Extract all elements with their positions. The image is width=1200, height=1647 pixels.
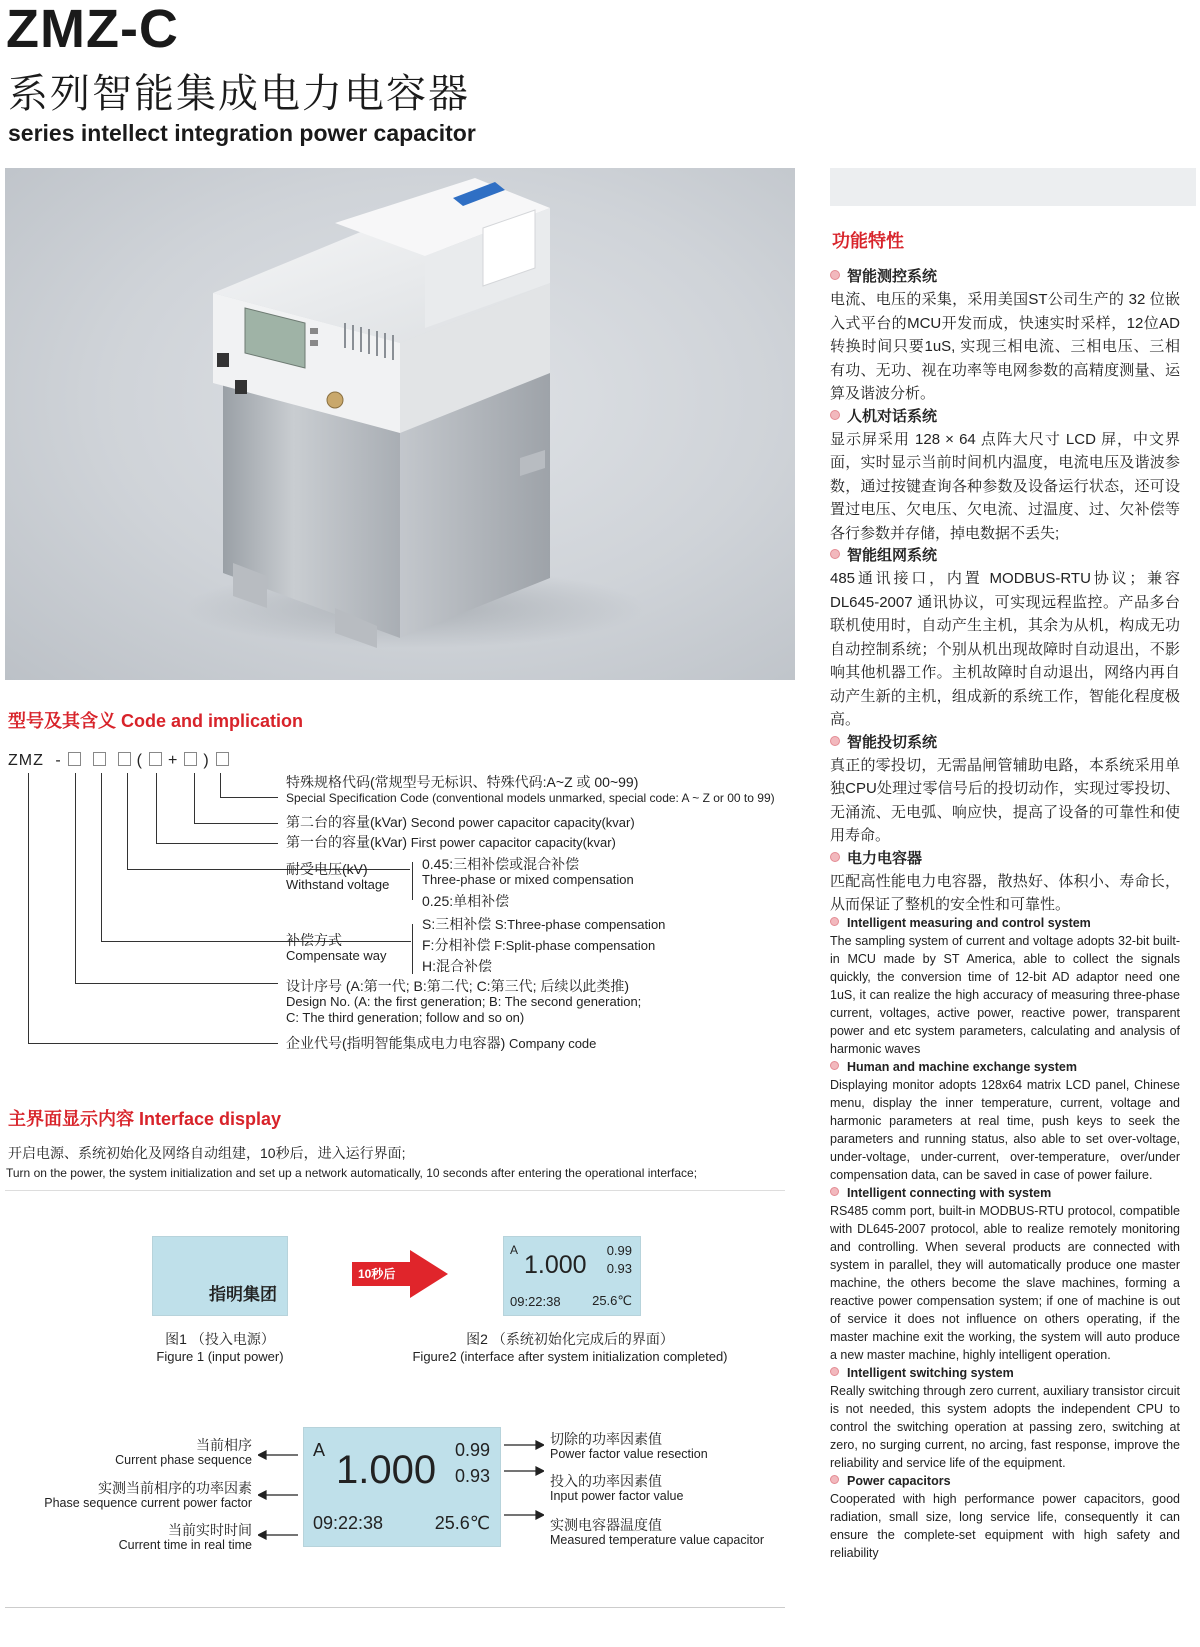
bullet-icon bbox=[830, 852, 840, 862]
interface-desc-en: Turn on the power, the system initialization and set up a network automatically, 10 seconds after entering the operational interface; bbox=[6, 1166, 698, 1180]
right-header-bar bbox=[830, 168, 1196, 206]
lcd-time: 09:22:38 bbox=[313, 1513, 384, 1533]
code-box-comp bbox=[93, 752, 106, 766]
code-item-voltage: 耐受电压(kV) Withstand voltage bbox=[286, 861, 390, 892]
fig2-pf-in: 0.93 bbox=[606, 1261, 632, 1276]
bullet-icon bbox=[830, 410, 840, 420]
feature-cn-switching: 智能投切系统 真正的零投切，无需晶闸管辅助电路，本系统采用单独CPU处理过零信号后的投切动作，实现过零投切、无涌流、无电弧、响应快，提高了设备的可靠性和使用寿命。 bbox=[830, 733, 1180, 844]
code-item-design-no: 设计序号 (A:第一代; B:第二代; C:第三代; 后续以此类推) Design No. (A: the first generation; B: The second generation; C: The third generation; follow and so on) bbox=[286, 978, 642, 1025]
features-cn-list bbox=[830, 266, 1180, 917]
interface-section-heading: 主界面显示内容 Interface display bbox=[8, 1109, 282, 1129]
code-item-special: 特殊规格代码(常规型号无标识、特殊代码:A~Z 或 00~99) Special Specification Code (conventional models unmarked, special code: A ~ Z or 00 to 99) bbox=[286, 774, 775, 805]
fig2-caption: 图2 （系统初始化完成后的界面） Figure2 (interface after system initialization completed) bbox=[412, 1331, 728, 1364]
product-title-cn: 系列智能集成电力电容器 bbox=[8, 71, 470, 117]
capacitor-illustration bbox=[5, 168, 795, 680]
lcd-pf-in: 0.93 bbox=[454, 1466, 490, 1486]
comp-option-h: H:混合补偿 bbox=[422, 958, 492, 974]
code-box-voltage bbox=[118, 752, 131, 766]
code-dash: - bbox=[55, 752, 62, 769]
code-item-first-capacity: 第一台的容量(kVar) First power capacitor capacity(kvar) bbox=[286, 834, 616, 850]
bullet-icon bbox=[830, 1475, 839, 1484]
product-model: ZMZ-C bbox=[6, 0, 179, 59]
code-formula bbox=[8, 752, 235, 770]
feature-en-network: Intelligent connecting with system RS485 comm port, built-in MODBUS-RTU protocol, compatible with DL645-2007 protocol, able to realize remotely monitoring and controlling. When several products are connected with system in parallel, they will automatically produce one master machine, the others become the slave machines, forming a reactive power compensation system; if one of machine is out of service it does not influence on others operating, if the master machine exit the working, the system will auto produce a new master machine, highly intelligent operation. bbox=[830, 1186, 1180, 1362]
code-item-compensate: 补偿方式 Compensate way bbox=[286, 932, 387, 963]
fig2-pf-cut: 0.99 bbox=[606, 1243, 632, 1258]
code-item-company: 企业代号(指明智能集成电力电容器) Company code bbox=[286, 1035, 597, 1051]
right-arrows bbox=[502, 1435, 544, 1535]
bullet-icon bbox=[830, 1367, 839, 1376]
lcd-value: 1.000 bbox=[336, 1448, 437, 1492]
features-en-list bbox=[830, 914, 1180, 1562]
bullet-icon bbox=[830, 917, 839, 926]
feature-en-hmi: Human and machine exchange system Displaying monitor adopts 128x64 matrix LCD panel, Chinese menu, display the inner temperature, current, voltage and harmonic parameters at real time, push keys to seek the parameters and running status, also able to set over-voltage, under-voltage, under-current, over-temperature, over/under compensation data, can be saved in case of power failure. bbox=[830, 1060, 1180, 1182]
code-plus: + bbox=[167, 752, 179, 769]
bottom-divider bbox=[5, 1607, 785, 1608]
label-pf-resection: 切除的功率因素值 Power factor value resection bbox=[550, 1431, 708, 1461]
feature-cn-measuring: 智能测控系统 电流、电压的采集，采用美国ST公司生产的 32 位嵌入式平台的MCU开发而成，快速实时采样，12位AD转换时间只要1uS, 实现三相电流、三相电压、三相有功、无功、视在功率等电网参数的高精度测量、运算及谐波分析。 bbox=[830, 268, 1180, 402]
code-paren-open: ( bbox=[136, 752, 143, 769]
fig2-value: 1.000 bbox=[524, 1251, 587, 1279]
fig1-caption: 图1 （投入电源） Figure 1 (input power) bbox=[156, 1331, 284, 1364]
feature-en-capacitor: Power capacitors Cooperated with high performance power capacitors, good radiation, small size, long service life, consequently it can ensure the complete-set equipment with high safety and reliability bbox=[830, 1474, 1180, 1560]
feature-en-switching: Intelligent switching system Really switching through zero current, auxiliary transistor circuit is not needed, this system adopts the independent CPU to control the switching operation at passing zero, switching at zero, no surging current, no arcing, fast response, improve the reliability and service life of the equipment. bbox=[830, 1366, 1180, 1470]
label-pf-input: 投入的功率因素值 Input power factor value bbox=[550, 1473, 684, 1503]
arrow-label: 10秒后 bbox=[358, 1267, 396, 1281]
main-lcd-screen bbox=[303, 1427, 501, 1547]
code-box-design bbox=[68, 752, 81, 766]
fig2-lcd-screen bbox=[503, 1236, 641, 1316]
label-phase-sequence: 当前相序 Current phase sequence bbox=[115, 1437, 252, 1467]
code-box-special bbox=[216, 752, 229, 766]
fig2-time: 09:22:38 bbox=[510, 1294, 561, 1309]
interface-desc-cn: 开启电源、系统初始化及网络自动组建，10秒后，进入运行界面; bbox=[8, 1145, 406, 1161]
features-heading: 功能特性 bbox=[832, 231, 904, 251]
fig2-phase: A bbox=[510, 1243, 519, 1257]
product-photo bbox=[5, 168, 795, 680]
comp-option-s: S:三相补偿 S:Three-phase compensation bbox=[422, 916, 666, 932]
lcd-phase: A bbox=[313, 1440, 326, 1460]
label-temperature: 实测电容器温度值 Measured temperature value capacitor bbox=[550, 1517, 765, 1547]
bullet-icon bbox=[830, 270, 840, 280]
fig1-screen-text: 指明集团 bbox=[209, 1285, 277, 1304]
bullet-icon bbox=[830, 1061, 839, 1070]
product-title-en: series intellect integration power capacitor bbox=[8, 120, 476, 146]
bullet-icon bbox=[830, 549, 840, 559]
code-prefix: ZMZ bbox=[8, 752, 44, 769]
code-box-second bbox=[184, 752, 197, 766]
code-box-first bbox=[149, 752, 162, 766]
voltage-option-045: 0.45:三相补偿或混合补偿 Three-phase or mixed compensation bbox=[422, 856, 634, 887]
label-real-time: 当前实时时间 Current time in real time bbox=[118, 1522, 252, 1552]
feature-cn-hmi: 人机对话系统 显示屏采用 128 × 64 点阵大尺寸 LCD 屏，中文界面，实时显示当前时间机内温度，电流电压及谐波参数，通过按键查询各种参数及设备运行状态，还可设置过电压、欠电压、欠电流、过温度、过、欠补偿等各行参数并存储，掉电数据不丢失; bbox=[830, 407, 1180, 542]
feature-en-measuring: Intelligent measuring and control system The sampling system of current and voltage adopts 32-bit built-in MCU made by ST America, able to collect the signals quickly, the conversion time of 12-bit AD adaptor need one 1uS, it can realize the high accuracy of measuring three-phase current, voltages, active power, reactive power, transparent power and etc system parameters, calculating and analysis of harmonic waves bbox=[830, 916, 1180, 1056]
left-arrows bbox=[258, 1440, 300, 1550]
lcd-temp: 25.6℃ bbox=[434, 1513, 490, 1533]
code-section-heading: 型号及其含义 Code and implication bbox=[8, 711, 304, 731]
fig1-lcd-screen bbox=[152, 1236, 288, 1316]
feature-cn-capacitor: 电力电容器 匹配高性能电力电容器，散热好、体积小、寿命长，从而保证了整机的安全性和可靠性。 bbox=[830, 849, 1180, 913]
label-current-pf: 实测当前相序的功率因素 Phase sequence current power factor bbox=[44, 1480, 252, 1510]
code-paren-close: ) bbox=[203, 752, 210, 769]
fig2-temp: 25.6℃ bbox=[592, 1293, 632, 1308]
bullet-icon bbox=[830, 1187, 839, 1196]
lcd-pf-cut: 0.99 bbox=[454, 1440, 490, 1460]
section-divider bbox=[5, 1190, 785, 1191]
voltage-option-025: 0.25:单相补偿 bbox=[422, 893, 510, 909]
transition-arrow bbox=[352, 1250, 448, 1298]
code-item-second-capacity: 第二台的容量(kVar) Second power capacitor capacity(kvar) bbox=[286, 814, 635, 830]
comp-option-f: F:分相补偿 F:Split-phase compensation bbox=[422, 937, 656, 953]
feature-cn-network: 智能组网系统 485通讯接口，内置 MODBUS-RTU协议；兼容DL645-2007 通讯协议，可实现远程监控。产品多台联机使用时，自动产生主机，其余为从机，构成无功自动控制系统；个别从机出现故障时自动退出，不影响其他机器工作。主机故障时自动退出，网络内再自动产生新的主机，组成新的系统工作，智能化程度极高。 bbox=[830, 547, 1180, 728]
bullet-icon bbox=[830, 736, 840, 746]
